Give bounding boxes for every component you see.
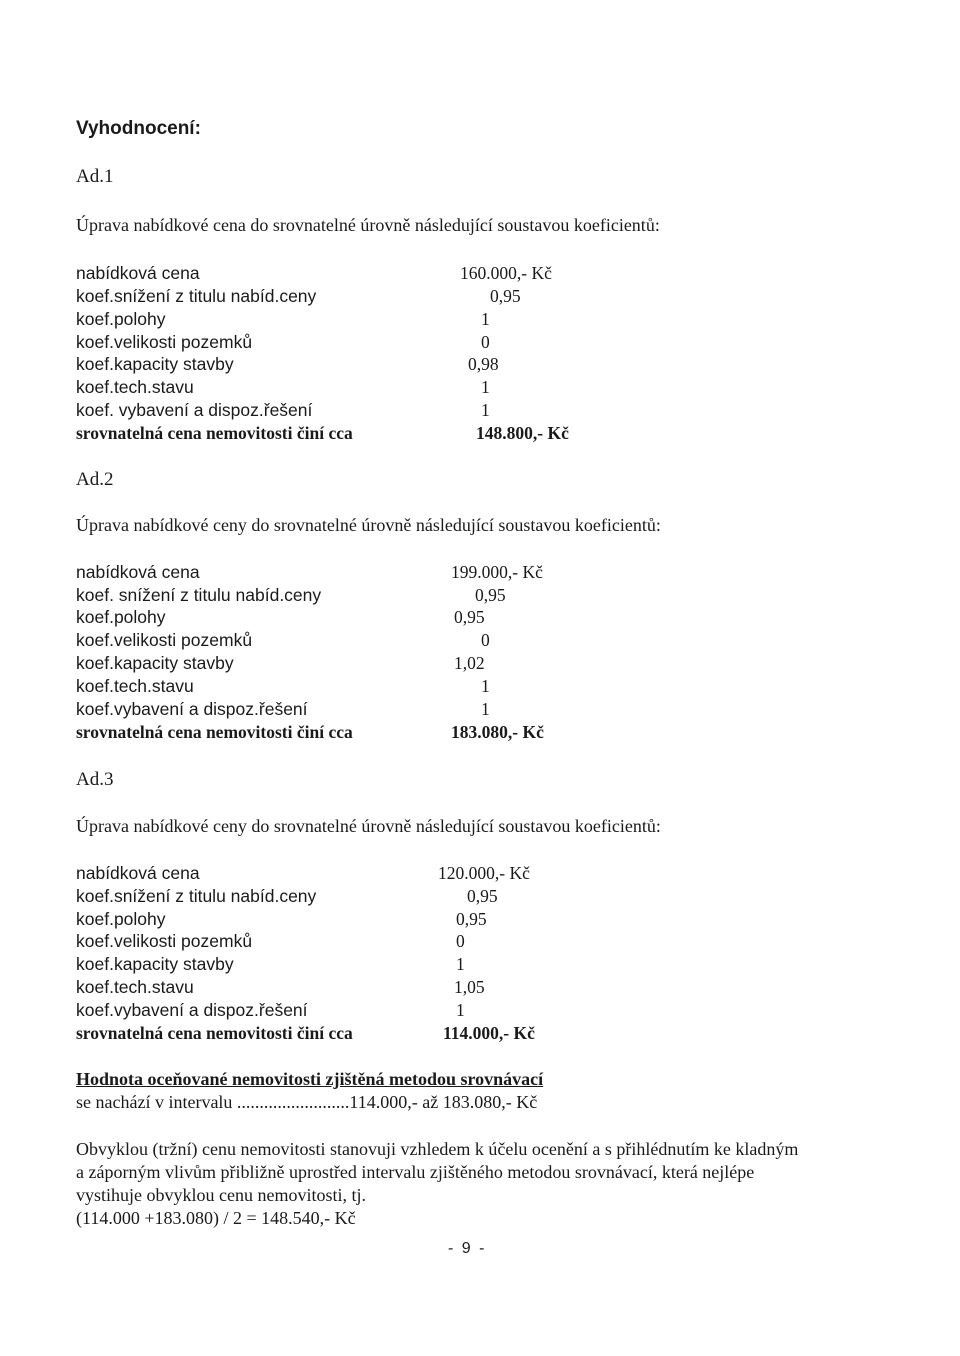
row-value: 0,98 xyxy=(468,354,499,374)
table-row-total xyxy=(76,722,616,745)
table-row xyxy=(76,562,616,585)
row-label: koef.kapacity stavby xyxy=(76,954,234,974)
row-label: nabídková cena xyxy=(76,562,200,582)
row-label: koef.vybavení a dispoz.řešení xyxy=(76,1000,308,1020)
table-row xyxy=(76,607,616,630)
table-row xyxy=(76,377,616,400)
table-row xyxy=(76,699,616,722)
row-value: 1 xyxy=(481,699,490,719)
table-row xyxy=(76,886,616,909)
row-label: koef.velikosti pozemků xyxy=(76,931,253,951)
row-label: srovnatelná cena nemovitosti činí cca xyxy=(76,423,353,443)
section-heading: Ad.2 xyxy=(76,469,114,490)
row-value: 0,95 xyxy=(454,607,485,627)
section-intro: Úprava nabídkové ceny do srovnatelné úrovně následující soustavou koeficientů: xyxy=(76,515,661,535)
summary-formula: (114.000 +183.080) / 2 = 148.540,- Kč xyxy=(76,1208,356,1228)
table-row xyxy=(76,263,616,286)
row-value: 1 xyxy=(481,676,490,696)
row-label: koef.kapacity stavby xyxy=(76,653,234,673)
section-intro: Úprava nabídkové ceny do srovnatelné úrovně následující soustavou koeficientů: xyxy=(76,816,661,836)
row-label: koef.polohy xyxy=(76,607,166,627)
row-value: 0,95 xyxy=(467,886,498,906)
row-value: 0 xyxy=(481,332,490,352)
row-value: 160.000,- Kč xyxy=(460,263,552,283)
summary-paragraph-line: vystihuje obvyklou cenu nemovitosti, tj. xyxy=(76,1185,366,1205)
table-row xyxy=(76,332,616,355)
row-value: 0 xyxy=(481,630,490,650)
table-row-total xyxy=(76,423,616,446)
table-row xyxy=(76,630,616,653)
row-value: 199.000,- Kč xyxy=(451,562,543,582)
table-row xyxy=(76,676,616,699)
row-label: koef.velikosti pozemků xyxy=(76,630,253,650)
summary-range: se nachází v intervalu .........................114.000,- až 183.080,- Kč xyxy=(76,1092,538,1112)
row-label: nabídková cena xyxy=(76,263,200,283)
row-label: srovnatelná cena nemovitosti činí cca xyxy=(76,1023,353,1043)
row-label: koef.snížení z titulu nabíd.ceny xyxy=(76,886,317,906)
row-label: koef.tech.stavu xyxy=(76,377,194,397)
row-value: 1 xyxy=(456,954,465,974)
row-label: koef.polohy xyxy=(76,309,166,329)
row-label: koef.velikosti pozemků xyxy=(76,332,253,352)
table-row xyxy=(76,977,616,1000)
row-label: koef.tech.stavu xyxy=(76,676,194,696)
row-value: 120.000,- Kč xyxy=(438,863,530,883)
row-value: 0,95 xyxy=(475,585,506,605)
summary-heading: Hodnota oceňované nemovitosti zjištěná metodou srovnávací xyxy=(76,1069,544,1089)
table-row xyxy=(76,1000,616,1023)
row-label: koef.vybavení a dispoz.řešení xyxy=(76,699,308,719)
row-label: koef.tech.stavu xyxy=(76,977,194,997)
row-value: 1,02 xyxy=(454,653,485,673)
row-value: 1,05 xyxy=(454,977,485,997)
row-label: koef. snížení z titulu nabíd.ceny xyxy=(76,585,322,605)
row-value: 1 xyxy=(481,309,490,329)
table-row xyxy=(76,309,616,332)
row-value: 114.000,- Kč xyxy=(443,1023,535,1043)
row-label: koef.snížení z titulu nabíd.ceny xyxy=(76,286,317,306)
table-row xyxy=(76,400,616,423)
table-row xyxy=(76,909,616,932)
table-row xyxy=(76,653,616,676)
table-row xyxy=(76,354,616,377)
row-value: 0 xyxy=(456,931,465,951)
row-value: 183.080,- Kč xyxy=(451,722,544,742)
table-row xyxy=(76,286,616,309)
section-heading: Ad.1 xyxy=(76,166,114,187)
row-value: 0,95 xyxy=(456,909,487,929)
table-row xyxy=(76,954,616,977)
summary-paragraph-line: a záporným vlivům přibližně uprostřed intervalu zjištěného metodou srovnávací, která nejlépe xyxy=(76,1162,755,1182)
summary-paragraph-line: Obvyklou (tržní) cenu nemovitosti stanovuji vzhledem k účelu ocenění a s přihlédnutím ke kladným xyxy=(76,1139,799,1159)
table-row xyxy=(76,931,616,954)
section-intro: Úprava nabídkové cena do srovnatelné úrovně následující soustavou koeficientů: xyxy=(76,215,660,235)
row-label: koef.kapacity stavby xyxy=(76,354,234,374)
row-label: koef. vybavení a dispoz.řešení xyxy=(76,400,313,420)
row-value: 148.800,- Kč xyxy=(476,423,569,443)
table-row-total xyxy=(76,1023,616,1046)
row-value: 1 xyxy=(456,1000,465,1020)
page-number: - 9 - xyxy=(448,1240,487,1257)
row-value: 1 xyxy=(481,400,490,420)
row-label: koef.polohy xyxy=(76,909,166,929)
row-value: 1 xyxy=(481,377,490,397)
row-value: 0,95 xyxy=(490,286,521,306)
row-label: srovnatelná cena nemovitosti činí cca xyxy=(76,722,353,742)
page-title: Vyhodnocení: xyxy=(76,118,201,139)
row-label: nabídková cena xyxy=(76,863,200,883)
table-row xyxy=(76,585,616,608)
section-heading: Ad.3 xyxy=(76,769,114,790)
table-row xyxy=(76,863,616,886)
